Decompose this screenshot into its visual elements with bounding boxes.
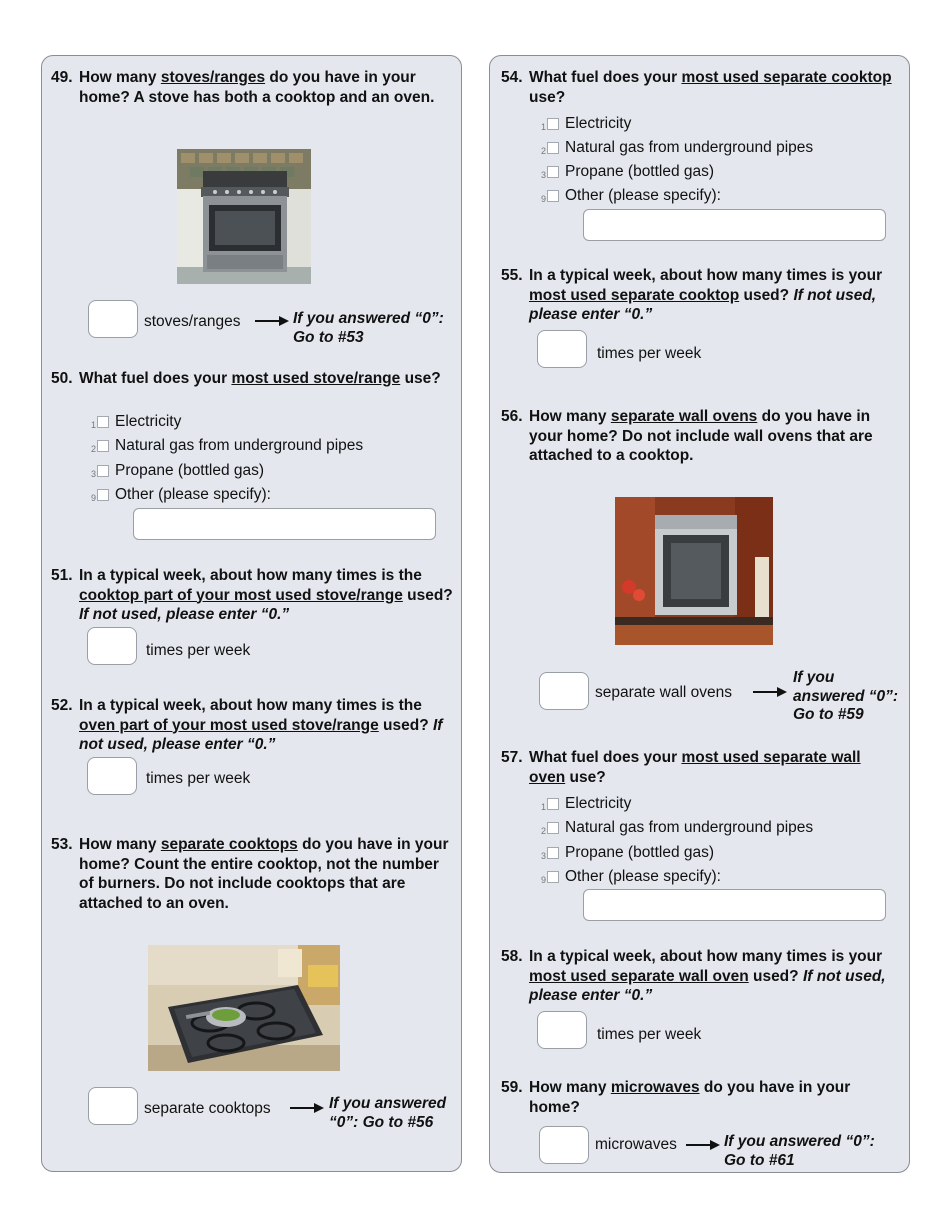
- q57-option-natural-gas[interactable]: 2 Natural gas from underground pipes: [540, 819, 814, 836]
- question-text: What fuel does your most used stove/range use?: [79, 370, 441, 387]
- checkbox[interactable]: [547, 142, 559, 154]
- question-number: 49.: [51, 69, 73, 86]
- separate-cooktops-count-input[interactable]: [88, 1087, 138, 1125]
- separate-wall-ovens-count-input[interactable]: [539, 672, 589, 710]
- q55-times-input[interactable]: [537, 330, 587, 368]
- question-number: 54.: [501, 69, 523, 86]
- q51-times-input[interactable]: [87, 627, 137, 665]
- question-text: In a typical week, about how many times is the oven part of your most used stove/range used? If not used, please enter “0.”: [79, 697, 443, 753]
- question-text: In a typical week, about how many times is your most used separate cooktop used? If not used, please enter “0.”: [529, 267, 883, 323]
- question-number: 57.: [501, 749, 523, 766]
- q58-times-input[interactable]: [537, 1011, 587, 1049]
- question-number: 56.: [501, 408, 523, 425]
- question-number: 58.: [501, 948, 523, 965]
- checkbox[interactable]: [547, 118, 559, 130]
- question-text: How many separate wall ovens do you have in your home? Do not include wall ovens that are attached to a cooktop.: [529, 408, 873, 464]
- question-text: How many separate cooktops do you have in your home? Count the entire cooktop, not the number of burners. Do not include cooktops that are attached to an oven.: [79, 836, 449, 912]
- checkbox[interactable]: [547, 822, 559, 834]
- microwaves-unit-label: microwaves: [595, 1136, 677, 1153]
- checkbox[interactable]: [547, 798, 559, 810]
- question-55: [501, 266, 901, 325]
- q52-unit-label: times per week: [146, 770, 251, 787]
- wall-oven-illustration: [615, 497, 773, 645]
- checkbox[interactable]: [547, 190, 559, 202]
- q57-option-electricity[interactable]: 1 Electricity: [540, 795, 632, 812]
- separate-cooktops-unit-label: separate cooktops: [144, 1100, 271, 1117]
- question-59: [501, 1078, 901, 1117]
- question-51: [51, 566, 461, 625]
- q55-unit-label: times per week: [597, 345, 702, 362]
- question-text: What fuel does your most used separate wall oven use?: [529, 749, 861, 786]
- skip-instruction-q59: If you answered “0”: Go to #61: [724, 1133, 875, 1169]
- checkbox[interactable]: [97, 416, 109, 428]
- q54-option-electricity[interactable]: 1 Electricity: [540, 115, 632, 132]
- question-58: [501, 947, 901, 1006]
- arrow-right-icon: [753, 687, 787, 697]
- stoves-ranges-unit-label: stoves/ranges: [144, 313, 241, 330]
- q57-option-propane[interactable]: 3 Propane (bottled gas): [540, 844, 715, 861]
- question-text: How many microwaves do you have in your home?: [529, 1079, 851, 1116]
- q54-option-propane[interactable]: 3 Propane (bottled gas): [540, 163, 715, 180]
- question-number: 51.: [51, 567, 73, 584]
- skip-instruction-q49: If you answered “0”: Go to #53: [293, 310, 444, 346]
- question-text: What fuel does your most used separate cooktop use?: [529, 69, 892, 106]
- q50-option-natural-gas[interactable]: 2 Natural gas from underground pipes: [90, 437, 364, 454]
- question-49: [51, 68, 456, 107]
- q50-option-electricity[interactable]: 1 Electricity: [90, 413, 182, 430]
- q52-times-input[interactable]: [87, 757, 137, 795]
- checkbox[interactable]: [547, 871, 559, 883]
- question-number: 53.: [51, 836, 73, 853]
- stove-range-photo: [177, 149, 311, 284]
- cooktop-photo: [148, 945, 340, 1071]
- skip-instruction-q56: If you answered “0”: Go to #59: [793, 669, 899, 723]
- separate-wall-ovens-unit-label: separate wall ovens: [595, 684, 732, 701]
- question-text: In a typical week, about how many times is the cooktop part of your most used stove/range used? If not used, please enter “0.”: [79, 567, 453, 623]
- q54-option-natural-gas[interactable]: 2 Natural gas from underground pipes: [540, 139, 814, 156]
- checkbox[interactable]: [547, 847, 559, 859]
- cooktop-illustration: [148, 945, 340, 1071]
- question-number: 50.: [51, 370, 73, 387]
- question-50: [51, 369, 456, 389]
- question-57: [501, 748, 901, 787]
- arrow-right-icon: [255, 316, 289, 326]
- question-text: In a typical week, about how many times is your most used separate wall oven used? If not used, please enter “0.”: [529, 948, 886, 1004]
- question-53: [51, 835, 456, 913]
- q58-unit-label: times per week: [597, 1026, 702, 1043]
- skip-instruction-q53: If you answered “0”: Go to #56: [329, 1095, 447, 1131]
- question-number: 55.: [501, 267, 523, 284]
- checkbox[interactable]: [97, 440, 109, 452]
- q50-option-other[interactable]: 9 Other (please specify):: [90, 486, 271, 503]
- arrow-right-icon: [686, 1140, 720, 1150]
- checkbox[interactable]: [97, 489, 109, 501]
- microwaves-count-input[interactable]: [539, 1126, 589, 1164]
- q54-other-specify-input[interactable]: [583, 209, 886, 241]
- question-52: [51, 696, 461, 755]
- q51-unit-label: times per week: [146, 642, 251, 659]
- checkbox[interactable]: [547, 166, 559, 178]
- q50-other-specify-input[interactable]: [133, 508, 436, 540]
- question-number: 59.: [501, 1079, 523, 1096]
- stove-range-illustration: [177, 149, 311, 284]
- q57-other-specify-input[interactable]: [583, 889, 886, 921]
- question-56: [501, 407, 901, 466]
- q50-option-propane[interactable]: 3 Propane (bottled gas): [90, 462, 265, 479]
- stoves-ranges-count-input[interactable]: [88, 300, 138, 338]
- question-54: [501, 68, 901, 107]
- q57-option-other[interactable]: 9 Other (please specify):: [540, 868, 721, 885]
- arrow-right-icon: [290, 1103, 324, 1113]
- checkbox[interactable]: [97, 465, 109, 477]
- question-number: 52.: [51, 697, 73, 714]
- q54-option-other[interactable]: 9 Other (please specify):: [540, 187, 721, 204]
- wall-oven-photo: [615, 497, 773, 645]
- question-text: How many stoves/ranges do you have in your home? A stove has both a cooktop and an oven.: [79, 69, 435, 106]
